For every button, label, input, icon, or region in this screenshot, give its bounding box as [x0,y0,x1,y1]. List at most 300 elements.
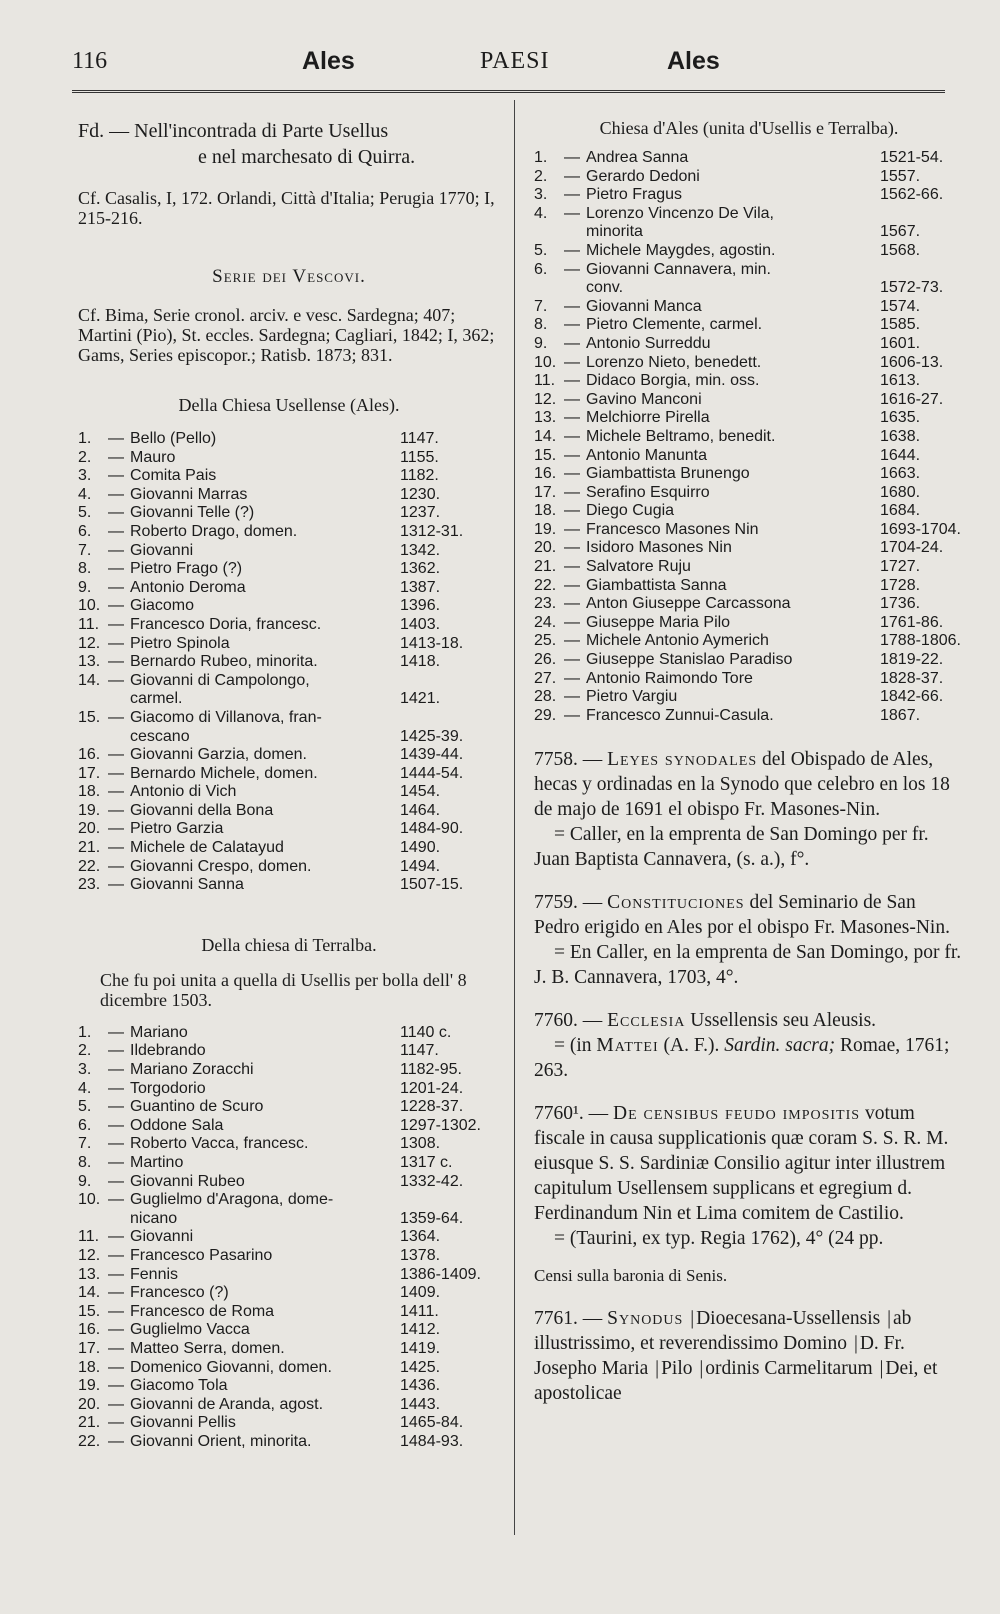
list-item [534,168,964,187]
bishop-name: Anton Giuseppe Carcassona [586,595,791,613]
item-number: 2. [78,448,92,466]
bishop-name: Matteo Serra, domen. [130,1339,285,1357]
item-dash: — [108,541,124,559]
item-dash: — [108,1395,124,1413]
bishop-name-cont: conv. [586,279,624,297]
bishop-name: Antonio Surreddu [586,334,711,352]
bishop-dates: 1557. [880,167,921,185]
list-item [534,335,964,354]
item-number: 17. [78,1339,101,1357]
item-number: 19. [78,1377,101,1395]
bishop-name: Comita Pais [130,467,217,485]
bishop-dates: 1419. [400,1339,441,1357]
list-item [78,1154,500,1173]
item-number: 27. [534,669,557,687]
bishop-name: Bello (Pello) [130,430,217,447]
bishop-dates: 1444-54. [400,764,464,782]
bishop-dates: 1684. [880,502,921,520]
item-dash: — [564,427,580,445]
item-dash: — [108,876,124,894]
item-dash: — [108,448,124,466]
item-number: 28. [534,688,557,706]
list-item [78,1321,500,1340]
item-dash: — [564,409,580,427]
bishop-name: Giovanni Rubeo [130,1172,245,1190]
bishop-dates: 1413-18. [400,634,464,652]
item-dash: — [564,353,580,371]
list-item [78,1284,500,1303]
item-dash: — [108,1432,124,1450]
item-dash: — [564,204,580,222]
bishop-name: Michele Maygdes, agostin. [586,241,776,259]
bishop-name: Francesco Pasarino [130,1246,273,1264]
item-number: 4. [78,485,92,503]
bishop-name: Martino [130,1154,184,1171]
item-dash: — [108,634,124,652]
bishop-name: Giovanni Orient, minorita. [130,1432,312,1450]
list-item [78,1340,500,1359]
list-item [78,467,500,486]
item-number: 2. [78,1042,92,1060]
bishop-name: Roberto Vacca, francesc. [130,1135,309,1153]
item-dash: — [564,297,580,315]
item-number: 21. [78,839,101,857]
list-item [534,558,964,577]
bishop-name: Lorenzo Vincenzo De Vila, [586,204,774,222]
bishop-dates: 1332-42. [400,1172,464,1190]
bishop-name: Francesco (?) [130,1284,229,1302]
terralba-bishop-list [78,1024,500,1452]
bishop-dates: 1693-1704. [880,520,961,538]
list-item [534,298,964,317]
item-dash: — [564,539,580,557]
item-number: 9. [534,334,548,352]
list-item [78,1098,500,1117]
item-number: 16. [78,746,101,764]
item-number: 20. [78,820,101,838]
item-number: 11. [78,615,100,633]
header-center-word: PAESI [480,48,550,74]
list-item [534,484,964,503]
list-item [78,653,500,672]
list-item [534,707,964,726]
bishop-dates [880,205,964,224]
item-dash: — [108,1302,124,1320]
bishop-dates: 1644. [880,446,921,464]
bishop-dates: 1439-44. [400,746,464,764]
item-number: 12. [78,1246,101,1264]
bishop-dates: 1155. [400,448,439,466]
item-number: 9. [78,578,92,596]
bishop-name: Gerardo Dedoni [586,167,700,185]
bishop-dates: 1635. [880,409,921,427]
bishop-dates: 1362. [400,560,441,578]
item-number: 4. [78,1079,92,1097]
list-item [78,597,500,616]
bishop-dates: 1425-39. [400,727,464,745]
bishop-dates: 1182. [400,467,439,485]
item-number: 10. [78,597,101,615]
bishop-dates: 1562-66. [880,186,944,204]
list-item [78,486,500,505]
item-dash: — [564,520,580,538]
terralba-heading: Della chiesa di Terralba. [201,934,377,955]
bishop-name: Roberto Drago, domen. [130,522,298,540]
item-number: 1. [78,1023,92,1041]
item-dash: — [108,504,124,522]
bishop-name: Francesco de Roma [130,1302,275,1320]
item-number: 3. [78,1061,92,1079]
bishop-dates: 1606-13. [880,353,944,371]
item-number: 1. [78,430,92,447]
bishop-dates: 1567. [880,223,921,241]
list-item [534,409,964,428]
item-dash: — [108,1414,124,1432]
item-dash: — [108,1172,124,1190]
header-left-word: Ales [302,47,355,75]
bishop-name: Antonio di Vich [130,783,237,801]
terralba-note: Che fu poi unita a quella di Usellis per bolla dell' 8 dicembre 1503. [100,969,467,1010]
item-dash: — [564,316,580,334]
bishop-dates: 1680. [880,483,921,501]
list-item [78,1303,500,1322]
bishop-dates: 1494. [400,857,441,875]
list-item [534,577,964,596]
bishop-name: Giovanni della Bona [130,801,274,819]
item-dash: — [564,576,580,594]
bishop-dates: 1312-31. [400,522,464,540]
item-number: 14. [78,1284,101,1302]
bishop-name: Michele Beltramo, benedit. [586,427,776,445]
bishop-dates: 1386-1409. [400,1265,481,1283]
list-item [78,1080,500,1099]
item-dash: — [108,615,124,633]
list-item [534,614,964,633]
bishop-name: Gavino Manconi [586,390,702,408]
bishop-dates [400,1191,500,1210]
item-dash: — [108,430,124,447]
bishop-name: Giovanni Cannavera, min. [586,260,771,278]
list-item-continuation [78,728,500,747]
item-dash: — [108,578,124,596]
bishop-name: Domenico Giovanni, domen. [130,1358,332,1376]
bishop-dates: 1585. [880,316,921,334]
item-number: 4. [534,204,548,222]
list-item-continuation [78,690,500,709]
item-dash: — [108,1042,124,1060]
item-number: 13. [78,1265,101,1283]
bishop-name: Pietro Frago (?) [130,560,243,578]
item-dash: — [564,595,580,613]
item-dash: — [108,485,124,503]
entry-7758: 7758. — Leyes synodales del Obispado de Ales, hecas y ordinadas en la Synodo que celebro en los 18 de majo de 1691 el obispo Fr. Masones-Nin. = Caller, en la emprenta de San Domingo per fr. Juan Baptista Cannavera, (s. a.), f°. [534,749,950,871]
list-item [78,1414,500,1433]
item-number: 6. [78,1116,92,1134]
item-number: 26. [534,651,557,669]
list-item [534,186,964,205]
bishop-name: Oddone Sala [130,1116,224,1134]
list-item [534,205,964,224]
bishop-dates: 1613. [880,372,921,390]
bishop-dates: 1638. [880,427,921,445]
item-dash: — [564,186,580,204]
item-number: 2. [534,167,548,185]
list-item [78,839,500,858]
item-dash: — [108,820,124,838]
item-number: 22. [534,576,557,594]
item-dash: — [564,558,580,576]
list-item [534,651,964,670]
bishop-dates: 1727. [880,558,921,576]
list-item-continuation [534,279,964,298]
list-item [78,560,500,579]
item-number: 14. [78,671,101,689]
list-item [534,447,964,466]
item-number: 13. [534,409,557,427]
item-dash: — [564,390,580,408]
bishop-dates: 1761-86. [880,613,944,631]
list-item [78,1359,500,1378]
bishop-name: Giacomo Tola [130,1377,228,1395]
item-number: 12. [534,390,557,408]
bishop-dates: 1396. [400,597,441,615]
item-dash: — [108,467,124,485]
bishop-name: Guglielmo Vacca [130,1321,250,1339]
item-dash: — [564,632,580,650]
list-item [534,502,964,521]
item-dash: — [564,613,580,631]
item-number: 17. [78,764,101,782]
list-item [78,616,500,635]
list-item [78,746,500,765]
item-number: 9. [78,1172,92,1190]
bishop-name: Giambattista Brunengo [586,465,750,483]
bishop-dates: 1704-24. [880,539,944,557]
item-dash: — [108,708,124,726]
bishop-name: Giovanni Crespo, domen. [130,857,312,875]
fd-note: Fd. — Nell'incontrada di Parte Usellus e nel marchesato di Quirra. [78,120,416,168]
bishop-dates: 1828-37. [880,669,944,687]
item-number: 18. [534,502,557,520]
list-item [534,316,964,335]
entry-7759: 7759. — Constituciones del Seminario de San Pedro erigido en Ales por el obispo Fr. Masones-Nin. = En Caller, en la emprenta de San Domingo, por fr. J. B. Cannavera, 1703, 4°. [534,892,962,989]
item-number: 22. [78,857,101,875]
list-item [78,1173,500,1192]
item-number: 13. [78,653,101,671]
bishop-name: Giuseppe Maria Pilo [586,613,731,631]
bishop-dates: 1663. [880,465,921,483]
bishop-dates: 1484-90. [400,820,464,838]
bishop-name-cont: cescano [130,727,190,745]
list-item [78,1228,500,1247]
item-number: 11. [534,372,556,390]
bishop-dates: 1297-1302. [400,1116,481,1134]
list-item [78,1117,500,1136]
bishop-dates: 1616-27. [880,390,944,408]
bishop-dates [400,672,500,691]
item-number: 10. [78,1191,101,1209]
item-number: 18. [78,1358,101,1376]
list-item [78,765,500,784]
list-item [534,688,964,707]
item-number: 3. [78,467,92,485]
list-item [78,504,500,523]
item-dash: — [564,688,580,706]
bishop-name: Francesco Masones Nin [586,520,759,538]
item-dash: — [108,1098,124,1116]
item-number: 6. [534,260,548,278]
item-dash: — [564,502,580,520]
bishop-dates: 1425. [400,1358,441,1376]
bishop-name: Antonio Raimondo Tore [586,669,753,687]
list-item [534,391,964,410]
citation-1: Cf. Casalis, I, 172. Orlandi, Città d'Italia; Perugia 1770; I, 215-216. [78,188,495,228]
list-item [534,261,964,280]
bishop-dates: 1421. [400,690,441,708]
item-dash: — [108,839,124,857]
bishop-name: Pietro Clemente, carmel. [586,316,763,334]
bishop-dates: 1411. [400,1302,439,1320]
item-dash: — [564,465,580,483]
item-number: 15. [78,708,101,726]
item-number: 8. [78,560,92,578]
bishop-dates: 1364. [400,1228,441,1246]
list-item [534,428,964,447]
item-dash: — [108,801,124,819]
bishop-name: Francesco Zunnui-Casula. [586,706,774,724]
bishop-name: Mariano Zoracchi [130,1061,254,1079]
list-item [78,1135,500,1154]
item-dash: — [108,1265,124,1283]
bishop-name: Melchiorre Pirella [586,409,710,427]
list-item [78,820,500,839]
list-item [78,1396,500,1415]
item-dash: — [564,149,580,166]
list-item [78,449,500,468]
item-number: 18. [78,783,101,801]
item-dash: — [108,1228,124,1246]
item-dash: — [108,560,124,578]
list-item [78,1191,500,1210]
list-item-continuation [534,223,964,242]
list-item [78,672,500,691]
bishop-dates: 1342. [400,541,441,559]
item-dash: — [564,334,580,352]
bishop-dates: 1409. [400,1284,441,1302]
bishop-dates: 1230. [400,485,441,503]
item-number: 21. [534,558,557,576]
item-dash: — [108,857,124,875]
item-dash: — [108,1377,124,1395]
bishop-dates: 1436. [400,1377,441,1395]
bishop-dates: 1842-66. [880,688,944,706]
item-dash: — [108,783,124,801]
item-dash: — [108,1284,124,1302]
bishop-dates: 1819-22. [880,651,944,669]
bishop-dates [400,709,500,728]
bishop-dates: 1601. [880,334,921,352]
item-dash: — [564,241,580,259]
bishop-dates: 1490. [400,839,441,857]
list-item [534,595,964,614]
bishop-name: Giacomo di Villanova, fran- [130,708,322,726]
item-number: 22. [78,1432,101,1450]
list-item [78,783,500,802]
item-number: 29. [534,706,557,724]
bishop-dates: 1359-64. [400,1209,464,1227]
item-dash: — [564,372,580,390]
bishop-name: Francesco Doria, francesc. [130,615,322,633]
list-item [534,670,964,689]
item-number: 3. [534,186,548,204]
item-dash: — [108,1079,124,1097]
bishop-dates: 1147. [400,430,439,447]
item-number: 19. [78,801,101,819]
item-number: 16. [78,1321,101,1339]
bishop-name: Isidoro Masones Nin [586,539,732,557]
bishop-name: Giovanni di Campolongo, [130,671,310,689]
list-item [534,632,964,651]
item-number: 8. [78,1154,92,1171]
list-item [534,242,964,261]
bishop-name: Pietro Garzia [130,820,224,838]
bishop-name: Michele Antonio Aymerich [586,632,769,650]
item-number: 16. [534,465,557,483]
page-number: 116 [72,48,108,74]
list-item [78,876,500,895]
bishop-dates: 1728. [880,576,921,594]
bishop-dates: 1465-84. [400,1414,464,1432]
bishop-name: Michele de Calatayud [130,839,284,857]
bishop-name: Giovanni Telle (?) [130,504,255,522]
ales-bishop-list [534,149,964,725]
bishop-name: Torgodorio [130,1079,206,1097]
bishop-name: Lorenzo Nieto, benedett. [586,353,762,371]
item-dash: — [564,167,580,185]
item-number: 5. [534,241,548,259]
item-number: 6. [78,522,92,540]
item-number: 7. [534,297,548,315]
entry-note: Censi sulla baronia di Senis. [534,1266,728,1286]
item-number: 15. [534,446,557,464]
item-number: 23. [78,876,101,894]
bishop-name-cont: carmel. [130,690,183,708]
bishop-name: Giovanni Garzia, domen. [130,746,307,764]
bishop-dates: 1403. [400,615,441,633]
bishop-name-cont: nicano [130,1209,178,1227]
item-number: 23. [534,595,557,613]
item-number: 24. [534,613,557,631]
bishop-dates: 1418. [400,653,441,671]
item-dash: — [108,1023,124,1041]
list-item [78,858,500,877]
item-dash: — [108,597,124,615]
bishop-name: Mauro [130,448,176,466]
bishop-name: Ildebrando [130,1042,206,1060]
bishop-name: Guantino de Scuro [130,1098,264,1116]
bishop-dates: 1788-1806. [880,632,961,650]
item-number: 7. [78,541,92,559]
bishop-name: Pietro Vargiu [586,688,678,706]
list-item [78,802,500,821]
item-number: 25. [534,632,557,650]
item-dash: — [564,260,580,278]
item-dash: — [108,1154,124,1171]
item-dash: — [108,1135,124,1153]
list-item [78,1433,500,1452]
list-item [78,635,500,654]
item-number: 17. [534,483,557,501]
